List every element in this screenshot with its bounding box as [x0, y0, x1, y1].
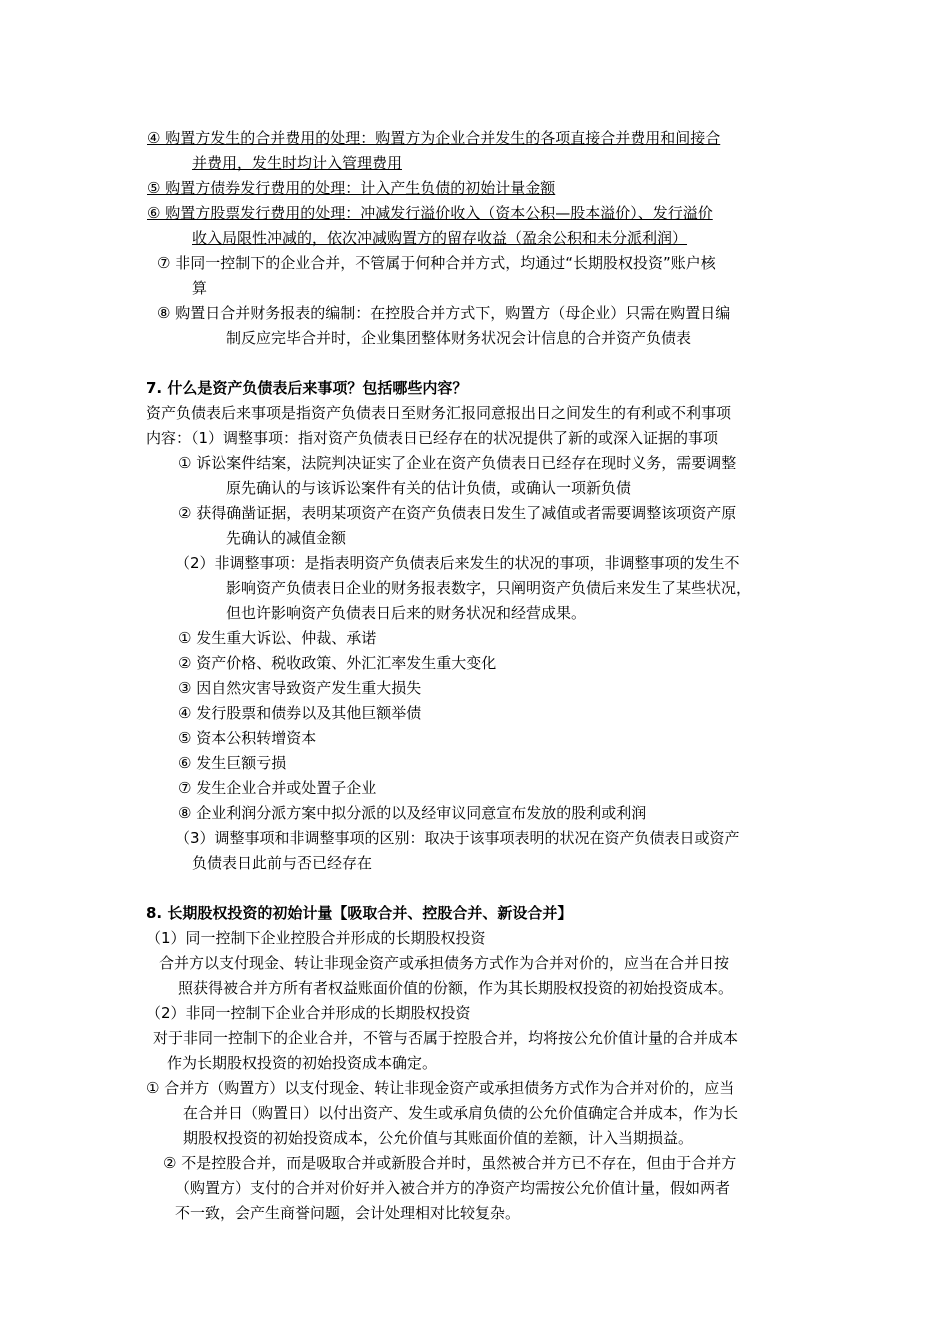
point-2-line-2: （购置方）支付的合并对价好并入被合并方的净资产均需按公允价值计量，假如两者	[175, 1179, 731, 1197]
non-adjusting-item: ⑧ 企业利润分派方案中拟分派的以及经审议同意宣布发放的股利或利润	[178, 804, 647, 822]
point-1-line-2: 在合并日（购置日）以付出资产、发生或承肩负债的公允价值确定合并成本，作为长	[183, 1104, 739, 1122]
subsection-2-line-1: 对于非同一控制下的企业合并，不管与否属于控股合并，均将按公允价值计量的合并成本	[153, 1029, 739, 1047]
item-6-line-1: ⑥ 购置方股票发行费用的处理：冲减发行溢价收入（资本公积—股本溢价）、发行溢价	[147, 204, 713, 222]
item-8-line-1: ⑧ 购置日合并财务报表的编制：在控股合并方式下，购置方（母企业）只需在购置日编	[157, 304, 731, 322]
non-adjusting-item: ⑥ 发生巨额亏损	[178, 754, 287, 772]
non-adjusting-line-1: （2）非调整事项：是指表明资产负债表后来发生的状况的事项，非调整事项的发生不	[175, 554, 740, 572]
non-adjusting-line-2: 影响资产负债表日企业的财务报表数字，只阐明资产负债后来发生了某些状况，	[226, 579, 752, 597]
subsection-1-line-2: 照获得被合并方所有者权益账面价值的份额，作为其长期股权投资的初始投资成本。	[178, 979, 734, 997]
section-7-heading: 7. 什么是资产负债表后来事项？包括哪些内容？	[146, 379, 468, 397]
non-adjusting-line-3: 但也许影响资产负债表日后来的财务状况和经营成果。	[226, 604, 587, 622]
item-8-line-2: 制反应完毕合并时，企业集团整体财务状况会计信息的合并资产负债表	[226, 329, 692, 347]
non-adjusting-item: ③ 因自然灾害导致资产发生重大损失	[178, 679, 422, 697]
difference-line-1: （3）调整事项和非调整事项的区别：取决于该事项表明的状况在资产负债表日或资产	[175, 829, 740, 847]
difference-line-2: 负债表日此前与否已经存在	[192, 854, 373, 872]
subsection-2-line-2: 作为长期股权投资的初始投资成本确定。	[167, 1054, 438, 1072]
adjusting-item-1-line-1: ① 诉讼案件结案，法院判决证实了企业在资产负债表日已经存在现时义务，需要调整	[178, 454, 737, 472]
item-4-line-2: 并费用，发生时均计入管理费用	[192, 154, 403, 172]
item-5: ⑤ 购置方债券发行费用的处理：计入产生负债的初始计量金额	[147, 179, 556, 197]
point-2-line-3: 不一致，会产生商誉问题，会计处理相对比较复杂。	[175, 1204, 521, 1222]
non-adjusting-item: ② 资产价格、税收政策、外汇汇率发生重大变化	[178, 654, 497, 672]
point-1-line-1: ① 合并方（购置方）以支付现金、转让非现金资产或承担债务方式作为合并对价的，应当	[146, 1079, 735, 1097]
subsection-1-title: （1）同一控制下企业控股合并形成的长期股权投资	[146, 929, 486, 947]
section-8-heading: 8. 长期股权投资的初始计量【吸取合并、控股合并、新设合并】	[146, 904, 573, 922]
non-adjusting-item: ⑦ 发生企业合并或处置子企业	[178, 779, 377, 797]
non-adjusting-item: ① 发生重大诉讼、仲裁、承诺	[178, 629, 377, 647]
non-adjusting-item: ⑤ 资本公积转增资本	[178, 729, 317, 747]
section-7-definition: 资产负债表后来事项是指资产负债表日至财务汇报同意报出日之间发生的有利或不利事项	[146, 404, 732, 422]
adjusting-item-2-line-1: ② 获得确凿证据，表明某项资产在资产负债表日发生了减值或者需要调整该项资产原	[178, 504, 737, 522]
item-7-line-2: 算	[192, 279, 208, 297]
subsection-1-line-1: 合并方以支付现金、转让非现金资产或承担债务方式作为合并对价的，应当在合并日按	[159, 954, 730, 972]
non-adjusting-item: ④ 发行股票和债券以及其他巨额举债	[178, 704, 422, 722]
adjusting-item-2-line-2: 先确认的减值金额	[226, 529, 347, 547]
item-7-line-1: ⑦ 非同一控制下的企业合并，不管属于何种合并方式，均通过“长期股权投资”账户核	[157, 254, 716, 272]
item-4-line-1: ④ 购置方发生的合并费用的处理：购置方为企业合并发生的各项直接合并费用和间接合	[147, 129, 721, 147]
subsection-2-title: （2）非同一控制下企业合并形成的长期股权投资	[146, 1004, 471, 1022]
item-6-line-2: 收入局限性冲减的，依次冲减购置方的留存收益（盈余公积和未分派利润）	[192, 229, 688, 247]
section-7-content-intro: 内容：（1）调整事项：指对资产负债表日已经存在的状况提供了新的或深入证据的事项	[146, 429, 719, 447]
point-1-line-3: 期股权投资的初始投资成本，公允价值与其账面价值的差额，计入当期损益。	[183, 1129, 694, 1147]
adjusting-item-1-line-2: 原先确认的与该诉讼案件有关的估计负债，或确认一项新负债	[226, 479, 632, 497]
point-2-line-1: ② 不是控股合并，而是吸取合并或新股合并时，虽然被合并方已不存在，但由于合并方	[163, 1154, 737, 1172]
